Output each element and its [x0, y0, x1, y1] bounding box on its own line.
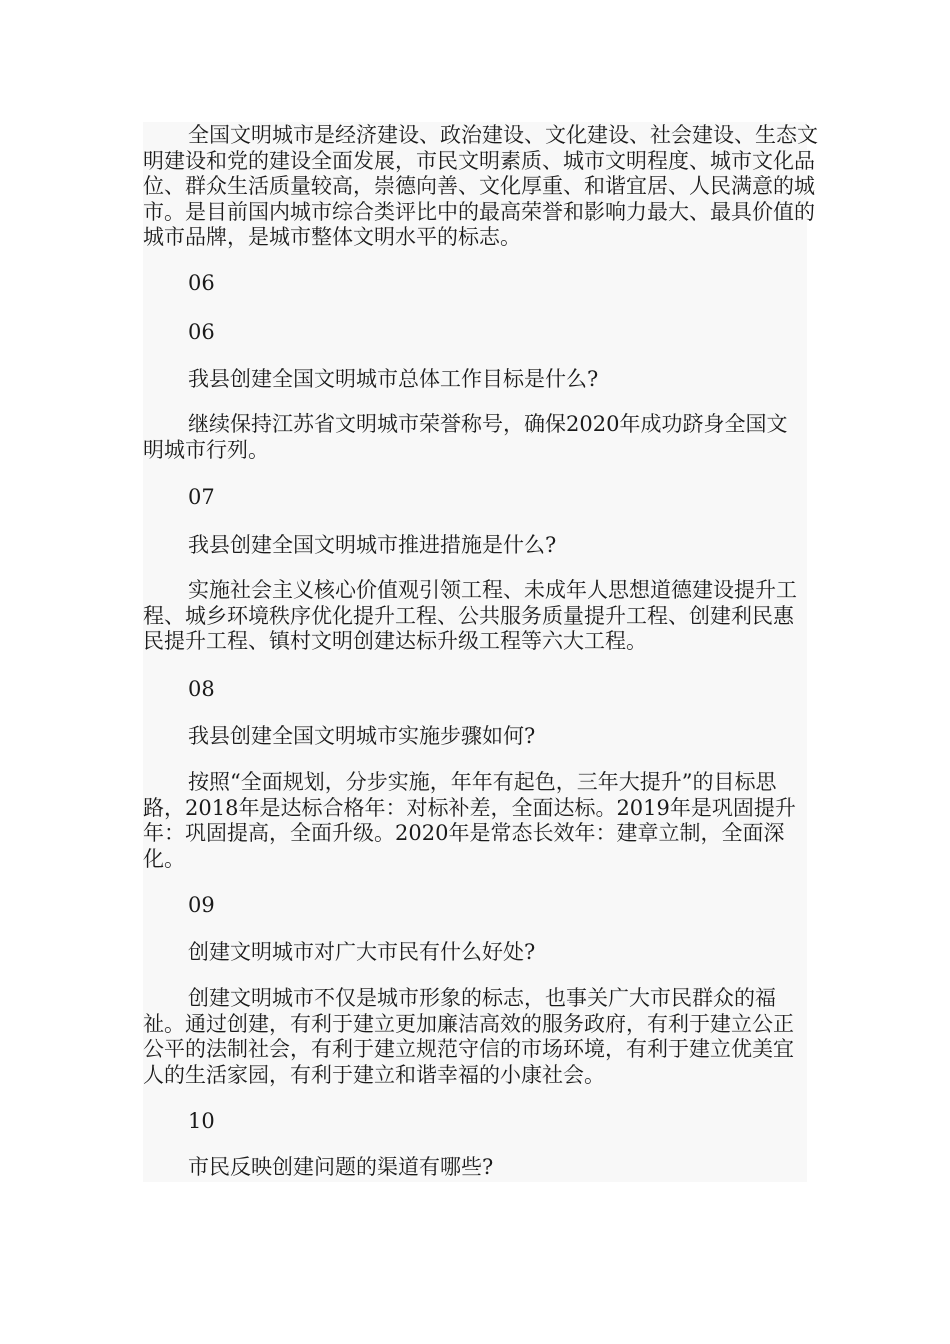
section-number: 09 — [188, 893, 215, 917]
answer-paragraph: 继续保持江苏省文明城市荣誉称号，确保2020年成功跻身全国文明城市行列。 — [143, 412, 788, 462]
question-heading: 我县创建全国文明城市推进措施是什么? — [188, 533, 557, 557]
section-number: 10 — [188, 1109, 215, 1133]
question-heading: 市民反映创建问题的渠道有哪些? — [188, 1155, 494, 1179]
question-heading: 我县创建全国文明城市总体工作目标是什么? — [188, 367, 599, 391]
section-number: 06 — [188, 320, 215, 344]
answer-paragraph: 创建文明城市不仅是城市形象的标志，也事关广大市民群众的福祉。通过创建，有利于建立更加廉洁高效的服务政府，有利于建立公正公平的法制社会，有利于建立规范守信的市场环境，有利于建立优美宜人的生活家园，有利于建立和谐幸福的小康社会。 — [143, 986, 794, 1087]
question-heading: 我县创建全国文明城市实施步骤如何? — [188, 724, 536, 748]
section-number: 06 — [188, 271, 215, 295]
answer-paragraph: 实施社会主义核心价值观引领工程、未成年人思想道德建设提升工程、城乡环境秩序优化提升工程、公共服务质量提升工程、创建利民惠民提升工程、镇村文明创建达标升级工程等六大工程。 — [143, 578, 797, 653]
section-number: 07 — [188, 485, 215, 509]
answer-paragraph: 按照“全面规划，分步实施，年年有起色，三年大提升”的目标思路，2018年是达标合格年：对标补差，全面达标。2019年是巩固提升年：巩固提高，全面升级。2020年是常态长效年：建章立制，全面深化。 — [143, 770, 796, 871]
question-heading: 创建文明城市对广大市民有什么好处? — [188, 940, 536, 964]
section-number: 08 — [188, 677, 215, 701]
intro-paragraph: 全国文明城市是经济建设、政治建设、文化建设、社会建设、生态文明建设和党的建设全面发展，市民文明素质、城市文明程度、城市文化品位、群众生活质量较高，崇德向善、文化厚重、和谐宜居、人民满意的城市。是目前国内城市综合类评比中的最高荣誉和影响力最大、最具价值的城市品牌，是城市整体文明水平的标志。 — [143, 123, 818, 249]
